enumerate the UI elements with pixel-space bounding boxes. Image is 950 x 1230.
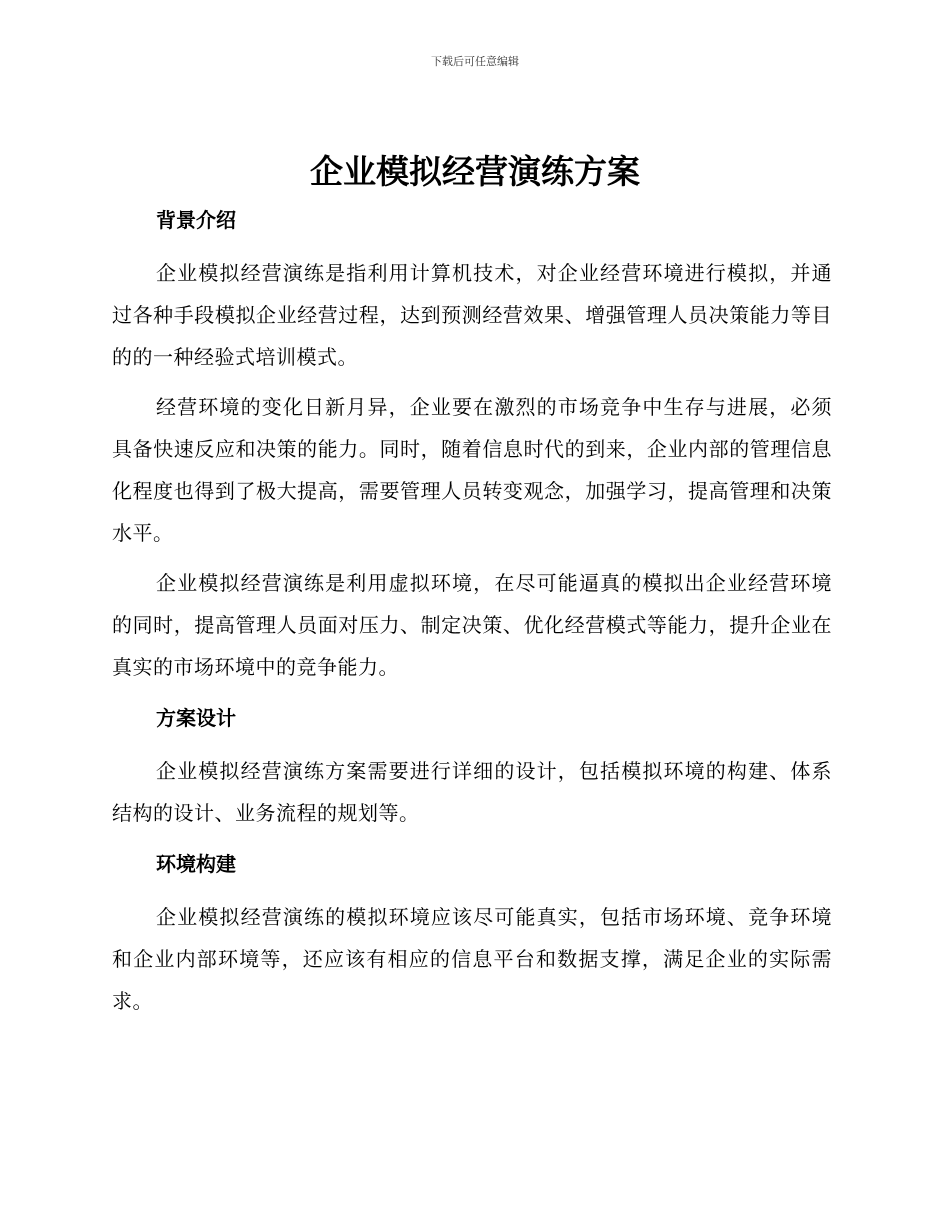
document-title: 企业模拟经营演练方案 <box>310 152 640 191</box>
section-heading-environment: 环境构建 <box>156 852 236 876</box>
header-note: 下载后可任意编辑 <box>431 55 519 68</box>
paragraph: 企业模拟经营演练是利用虚拟环境，在尽可能逼真的模拟出企业经营环境的同时，提高管理人员面对压力、制定决策、优化经营模式等能力，提升企业在真实的市场环境中的竞争能力。 <box>112 571 832 679</box>
document-body <box>112 200 832 1022</box>
section-heading-design: 方案设计 <box>156 706 236 730</box>
paragraph: 经营环境的变化日新月异，企业要在激烈的市场竞争中生存与进展，必须具备快速反应和决策的能力。同时，随着信息时代的到来，企业内部的管理信息化程度也得到了极大提高，需要管理人员转变观念，加强学习，提高管理和决策水平。 <box>112 395 832 545</box>
paragraph: 企业模拟经营演练方案需要进行详细的设计，包括模拟环境的构建、体系结构的设计、业务流程的规划等。 <box>112 759 832 825</box>
paragraph: 企业模拟经营演练的模拟环境应该尽可能真实，包括市场环境、竞争环境和企业内部环境等，还应该有相应的信息平台和数据支撑，满足企业的实际需求。 <box>112 905 832 1013</box>
section-heading-background: 背景介绍 <box>156 208 236 232</box>
paragraph: 企业模拟经营演练是指利用计算机技术，对企业经营环境进行模拟，并通过各种手段模拟企业经营过程，达到预测经营效果、增强管理人员决策能力等目的的一种经验式培训模式。 <box>112 261 832 369</box>
